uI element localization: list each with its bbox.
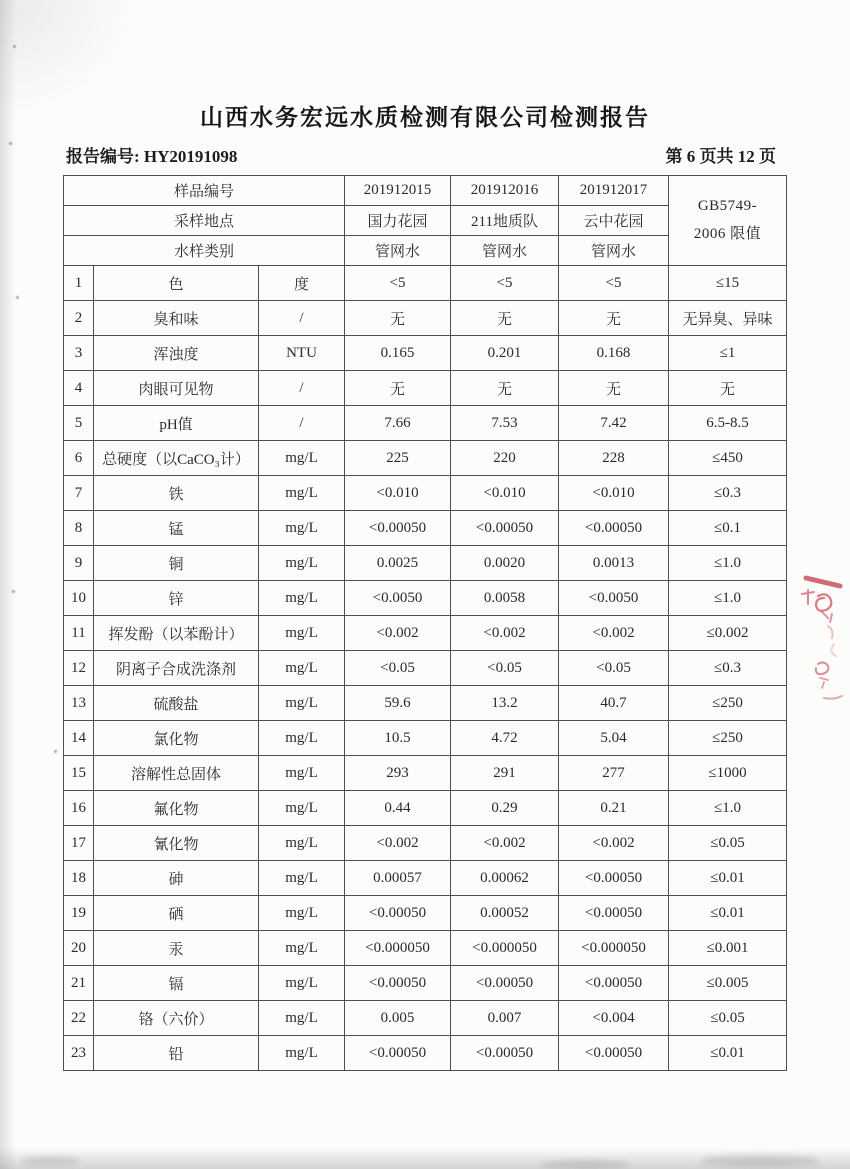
sample1-value: <0.00050 <box>345 966 451 1001</box>
sample3-value: <0.002 <box>559 826 669 861</box>
parameter-unit: / <box>259 371 345 406</box>
parameter-name: 硫酸盐 <box>94 686 259 721</box>
sample2-value: 无 <box>451 301 559 336</box>
limit-value: ≤0.01 <box>669 861 787 896</box>
parameter-unit: 度 <box>259 266 345 301</box>
water-type-1: 管网水 <box>345 236 451 266</box>
sample2-value: <0.000050 <box>451 931 559 966</box>
sample1-value: 7.66 <box>345 406 451 441</box>
sample1-value: 0.005 <box>345 1001 451 1036</box>
sample1-value: <0.00050 <box>345 896 451 931</box>
sample3-value: <0.0050 <box>559 581 669 616</box>
sample2-value: <0.002 <box>451 616 559 651</box>
parameter-unit: mg/L <box>259 546 345 581</box>
sample1-value: 0.00057 <box>345 861 451 896</box>
limit-value: ≤0.05 <box>669 1001 787 1036</box>
sample2-value: <0.00050 <box>451 1036 559 1071</box>
table-row <box>64 266 787 301</box>
row-number: 1 <box>64 266 94 301</box>
table-row <box>64 371 787 406</box>
parameter-name: 铅 <box>94 1036 259 1071</box>
sample3-value: <0.002 <box>559 616 669 651</box>
limit-value: 6.5-8.5 <box>669 406 787 441</box>
parameter-name: 铬（六价） <box>94 1001 259 1036</box>
table-row <box>64 511 787 546</box>
report-number-label: 报告编号: <box>66 147 140 166</box>
limit-header-line1: GB5749- <box>697 197 758 214</box>
parameter-unit: mg/L <box>259 511 345 546</box>
table-row <box>64 1001 787 1036</box>
row-number: 9 <box>64 546 94 581</box>
parameter-name: 挥发酚（以苯酚计） <box>94 616 259 651</box>
parameter-name: 肉眼可见物 <box>94 371 259 406</box>
sample1-value: <5 <box>345 266 451 301</box>
table-row <box>64 686 787 721</box>
parameter-name: 硒 <box>94 896 259 931</box>
sample2-value: 0.007 <box>451 1001 559 1036</box>
sample3-value: 0.21 <box>559 791 669 826</box>
row-number: 10 <box>64 581 94 616</box>
row-number: 7 <box>64 476 94 511</box>
parameter-unit: mg/L <box>259 826 345 861</box>
water-type-2: 管网水 <box>451 236 559 266</box>
parameter-name: 铜 <box>94 546 259 581</box>
parameter-name: 总硬度（以CaCO₃计） <box>94 441 259 476</box>
header-row-sample-id <box>64 176 787 206</box>
table-row <box>64 931 787 966</box>
table-row <box>64 756 787 791</box>
parameter-name: 溶解性总固体 <box>94 756 259 791</box>
row-number: 6 <box>64 441 94 476</box>
limit-value: 无 <box>669 371 787 406</box>
sample-id-1: 201912015 <box>345 176 451 206</box>
sample2-value: <0.002 <box>451 826 559 861</box>
parameter-name: 锰 <box>94 511 259 546</box>
sample1-value: <0.002 <box>345 616 451 651</box>
scan-edge-shadow-bottom <box>0 1147 850 1169</box>
sample3-value: 无 <box>559 371 669 406</box>
row-number: 4 <box>64 371 94 406</box>
water-type-label: 水样类别 <box>64 236 345 266</box>
scan-edge-shadow-left <box>0 0 16 1169</box>
parameter-unit: mg/L <box>259 896 345 931</box>
sample2-value: 220 <box>451 441 559 476</box>
sample2-value: 0.0058 <box>451 581 559 616</box>
row-number: 15 <box>64 756 94 791</box>
parameter-name: 氰化物 <box>94 826 259 861</box>
parameter-unit: mg/L <box>259 616 345 651</box>
table-row <box>64 406 787 441</box>
parameter-name: 镉 <box>94 966 259 1001</box>
parameter-unit: mg/L <box>259 1036 345 1071</box>
sample2-value: 0.0020 <box>451 546 559 581</box>
scan-blotch <box>540 1160 630 1169</box>
parameter-unit: / <box>259 406 345 441</box>
sample1-value: 59.6 <box>345 686 451 721</box>
report-number <box>66 142 237 167</box>
table-row <box>64 476 787 511</box>
table-row <box>64 826 787 861</box>
water-type-3: 管网水 <box>559 236 669 266</box>
row-number: 13 <box>64 686 94 721</box>
location-1: 国力花园 <box>345 206 451 236</box>
sample3-value: <0.00050 <box>559 861 669 896</box>
row-number: 17 <box>64 826 94 861</box>
sample1-value: 293 <box>345 756 451 791</box>
limit-value: ≤0.01 <box>669 896 787 931</box>
sample1-value: 10.5 <box>345 721 451 756</box>
sample3-value: 7.42 <box>559 406 669 441</box>
limit-header-line2: 2006 限值 <box>693 225 762 242</box>
parameter-unit: mg/L <box>259 686 345 721</box>
table-row <box>64 546 787 581</box>
parameter-name: 阴离子合成洗涤剂 <box>94 651 259 686</box>
parameter-unit: mg/L <box>259 441 345 476</box>
limit-column-header <box>669 176 787 266</box>
report-title: 山西水务宏远水质检测有限公司检测报告 <box>200 105 650 130</box>
row-number: 8 <box>64 511 94 546</box>
limit-value: ≤0.01 <box>669 1036 787 1071</box>
sample3-value: <0.00050 <box>559 966 669 1001</box>
sample2-value: 无 <box>451 371 559 406</box>
parameter-name: 锌 <box>94 581 259 616</box>
sample1-value: <0.000050 <box>345 931 451 966</box>
sample1-value: 225 <box>345 441 451 476</box>
row-number: 18 <box>64 861 94 896</box>
parameter-name: 铁 <box>94 476 259 511</box>
report-number-value: HY20191098 <box>143 147 238 166</box>
parameter-name: 汞 <box>94 931 259 966</box>
limit-value: ≤0.001 <box>669 931 787 966</box>
parameter-name: pH值 <box>94 406 259 441</box>
parameter-name: 氯化物 <box>94 721 259 756</box>
sample3-value: 无 <box>559 301 669 336</box>
limit-value: ≤1 <box>669 336 787 371</box>
sample1-value: 无 <box>345 301 451 336</box>
parameter-unit: mg/L <box>259 756 345 791</box>
row-number: 21 <box>64 966 94 1001</box>
row-number: 16 <box>64 791 94 826</box>
sample3-value: 0.0013 <box>559 546 669 581</box>
table-row <box>64 861 787 896</box>
parameter-unit: mg/L <box>259 966 345 1001</box>
limit-value: ≤0.3 <box>669 476 787 511</box>
sample2-value: 0.00062 <box>451 861 559 896</box>
parameter-name: 臭和味 <box>94 301 259 336</box>
table-row <box>64 1036 787 1071</box>
row-number: 23 <box>64 1036 94 1071</box>
sample2-value: <0.00050 <box>451 511 559 546</box>
parameter-unit: mg/L <box>259 721 345 756</box>
table-row <box>64 721 787 756</box>
sample3-value: <0.010 <box>559 476 669 511</box>
sample3-value: <0.05 <box>559 651 669 686</box>
scan-speck <box>9 142 12 145</box>
sample2-value: <0.00050 <box>451 966 559 1001</box>
table-row <box>64 581 787 616</box>
sample1-value: <0.010 <box>345 476 451 511</box>
limit-value: ≤1000 <box>669 756 787 791</box>
row-number: 3 <box>64 336 94 371</box>
row-number: 19 <box>64 896 94 931</box>
sample2-value: <0.010 <box>451 476 559 511</box>
row-number: 2 <box>64 301 94 336</box>
sample2-value: 13.2 <box>451 686 559 721</box>
limit-value: ≤0.05 <box>669 826 787 861</box>
limit-value: ≤0.005 <box>669 966 787 1001</box>
sample3-value: 0.168 <box>559 336 669 371</box>
scan-blotch <box>20 1157 80 1165</box>
sample2-value: 7.53 <box>451 406 559 441</box>
parameter-unit: / <box>259 301 345 336</box>
table-row <box>64 336 787 371</box>
sample3-value: 40.7 <box>559 686 669 721</box>
water-quality-table <box>63 175 787 1071</box>
limit-value: ≤15 <box>669 266 787 301</box>
parameter-unit: mg/L <box>259 476 345 511</box>
sample1-value: <0.002 <box>345 826 451 861</box>
sample3-value: 5.04 <box>559 721 669 756</box>
table-row <box>64 441 787 476</box>
page-indicator: 第 6 页共 12 页 <box>665 147 776 166</box>
parameter-unit: mg/L <box>259 651 345 686</box>
row-number: 11 <box>64 616 94 651</box>
limit-value: ≤250 <box>669 721 787 756</box>
sample3-value: <0.000050 <box>559 931 669 966</box>
sample2-value: 4.72 <box>451 721 559 756</box>
parameter-unit: mg/L <box>259 861 345 896</box>
table-row <box>64 651 787 686</box>
limit-value: ≤0.1 <box>669 511 787 546</box>
limit-value: ≤1.0 <box>669 581 787 616</box>
limit-value: ≤250 <box>669 686 787 721</box>
location-label: 采样地点 <box>64 206 345 236</box>
sample3-value: 228 <box>559 441 669 476</box>
report-meta-row <box>66 142 776 167</box>
sample3-value: <0.00050 <box>559 1036 669 1071</box>
table-row <box>64 896 787 931</box>
location-3: 云中花园 <box>559 206 669 236</box>
row-number: 20 <box>64 931 94 966</box>
parameter-unit: mg/L <box>259 581 345 616</box>
red-stamp-fragment <box>788 560 850 710</box>
parameter-name: 砷 <box>94 861 259 896</box>
scan-speck <box>13 45 16 48</box>
table-row <box>64 791 787 826</box>
limit-value: ≤1.0 <box>669 791 787 826</box>
parameter-name: 浑浊度 <box>94 336 259 371</box>
table-row <box>64 616 787 651</box>
parameter-unit: NTU <box>259 336 345 371</box>
sample2-value: 0.201 <box>451 336 559 371</box>
table-row <box>64 301 787 336</box>
parameter-unit: mg/L <box>259 931 345 966</box>
limit-value: ≤450 <box>669 441 787 476</box>
parameter-unit: mg/L <box>259 1001 345 1036</box>
limit-value: 无异臭、异味 <box>669 301 787 336</box>
limit-value: ≤1.0 <box>669 546 787 581</box>
parameter-name: 氟化物 <box>94 791 259 826</box>
sample1-value: 0.44 <box>345 791 451 826</box>
sample1-value: 0.0025 <box>345 546 451 581</box>
scan-speck <box>16 296 19 299</box>
sample-id-3: 201912017 <box>559 176 669 206</box>
parameter-unit: mg/L <box>259 791 345 826</box>
sample3-value: <0.00050 <box>559 511 669 546</box>
sample2-value: <5 <box>451 266 559 301</box>
results-body <box>64 266 787 1071</box>
sample3-value: <0.00050 <box>559 896 669 931</box>
sample2-value: <0.05 <box>451 651 559 686</box>
sample1-value: 0.165 <box>345 336 451 371</box>
sample1-value: <0.05 <box>345 651 451 686</box>
parameter-name: 色 <box>94 266 259 301</box>
row-number: 14 <box>64 721 94 756</box>
sample-id-label: 样品编号 <box>64 176 345 206</box>
limit-value: ≤0.3 <box>669 651 787 686</box>
sample3-value: <5 <box>559 266 669 301</box>
sample2-value: 0.29 <box>451 791 559 826</box>
sample1-value: <0.00050 <box>345 511 451 546</box>
sample2-value: 291 <box>451 756 559 791</box>
sample1-value: <0.0050 <box>345 581 451 616</box>
row-number: 12 <box>64 651 94 686</box>
sample-id-2: 201912016 <box>451 176 559 206</box>
limit-value: ≤0.002 <box>669 616 787 651</box>
row-number: 22 <box>64 1001 94 1036</box>
sample3-value: <0.004 <box>559 1001 669 1036</box>
sample3-value: 277 <box>559 756 669 791</box>
row-number: 5 <box>64 406 94 441</box>
sample2-value: 0.00052 <box>451 896 559 931</box>
scan-speck <box>12 590 15 593</box>
scan-blotch <box>700 1155 820 1167</box>
location-2: 211地质队 <box>451 206 559 236</box>
sample1-value: <0.00050 <box>345 1036 451 1071</box>
sample1-value: 无 <box>345 371 451 406</box>
table-row <box>64 966 787 1001</box>
scan-speck <box>54 750 57 753</box>
